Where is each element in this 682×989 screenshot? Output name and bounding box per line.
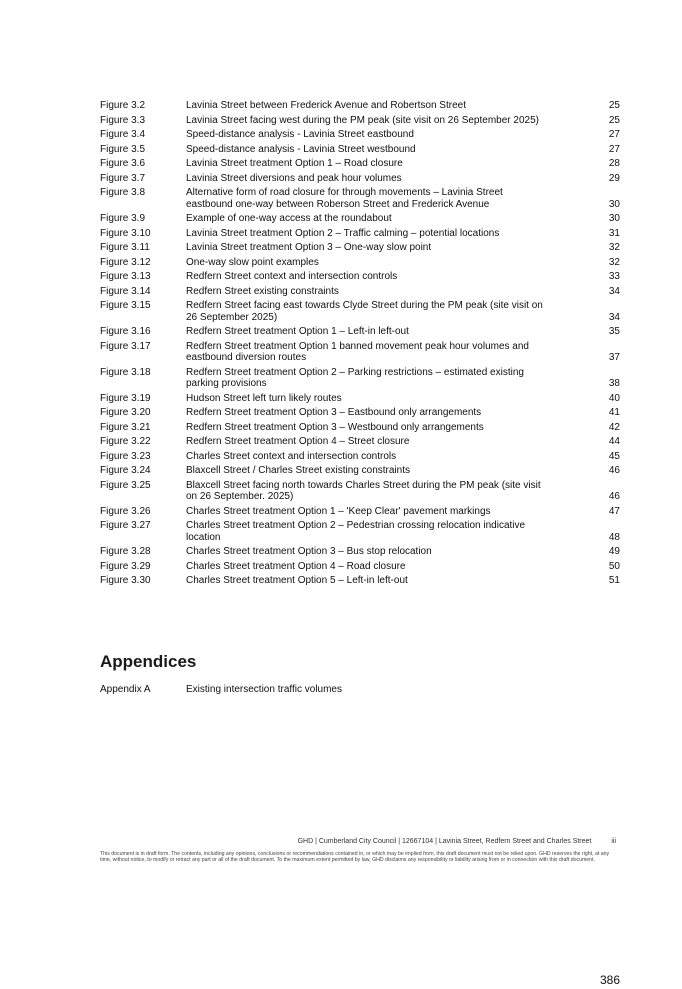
figure-number: Figure 3.17	[100, 340, 151, 352]
figure-title	[186, 187, 602, 210]
figure-entry	[100, 436, 620, 448]
figure-title-line: parking provisions	[186, 378, 267, 389]
figure-title	[186, 436, 602, 448]
figure-page-number: 32	[608, 256, 620, 268]
figure-title	[186, 520, 602, 543]
figure-title-line: Redfern Street treatment Option 3 – Westbound only arrangements	[186, 421, 484, 433]
figure-title-line: Lavinia Street between Frederick Avenue and Robertson Street	[186, 100, 466, 111]
figure-title	[186, 422, 602, 434]
figure-title-line: Charles Street treatment Option 4 – Road closure	[186, 560, 406, 572]
footer-line	[100, 838, 620, 845]
figure-entry	[100, 173, 620, 185]
figure-page-number: 48	[608, 531, 620, 543]
figure-number: Figure 3.5	[100, 143, 146, 155]
figure-entry	[100, 465, 620, 477]
figure-number: Figure 3.9	[100, 213, 146, 224]
figure-entry	[100, 257, 620, 269]
figure-title-line: Redfern Street treatment Option 1 banned movement peak hour volumes and	[186, 340, 529, 352]
figure-number: Figure 3.18	[100, 366, 151, 378]
figure-title	[186, 144, 602, 156]
figure-page-number: 46	[608, 465, 620, 476]
figure-entry	[100, 228, 620, 240]
figure-entry	[100, 158, 620, 170]
figure-title	[186, 561, 602, 573]
figure-entry	[100, 242, 620, 254]
figure-number: Figure 3.8	[100, 187, 146, 198]
figure-title-line: Charles Street treatment Option 3 – Bus stop relocation	[186, 546, 432, 557]
figure-title-line: Lavinia Street facing west during the PM peak (site visit on 26 September 2025)	[186, 114, 539, 126]
draft-disclaimer: This document is in draft form. The contents, including any opinions, conclusions or recommendations contained in, or which may be implied from, this draft document must not be relied upon. GHD reserves the right, at any time, without notice, to modify or retract any part or all of the draft document. To the maximum extent permitted by law, GHD disclaims any responsibility or liability arising from or in connection with this draft document.	[100, 851, 610, 864]
appendix-title: Existing intersection traffic volumes	[186, 684, 342, 695]
figure-title-line: 26 September 2025)	[186, 311, 278, 323]
figure-entry	[100, 520, 620, 543]
figure-number: Figure 3.28	[100, 546, 151, 557]
figure-entry	[100, 546, 620, 558]
figure-title-line: on 26 September. 2025)	[186, 491, 294, 502]
figure-entry	[100, 393, 620, 405]
figure-page-number: 32	[608, 242, 620, 253]
figure-page-number: 37	[608, 352, 620, 363]
figure-number: Figure 3.30	[100, 575, 151, 586]
figure-title	[186, 100, 602, 112]
appendix-list	[100, 684, 620, 696]
figure-title-line: Redfern Street treatment Option 2 – Parking restrictions – estimated existing	[186, 366, 524, 378]
figure-page-number: 46	[608, 491, 620, 502]
figure-title	[186, 575, 602, 587]
figure-entry	[100, 187, 620, 210]
figure-number: Figure 3.13	[100, 271, 151, 282]
figure-title	[186, 326, 602, 338]
figure-title-line: Lavinia Street treatment Option 1 – Road closure	[186, 158, 403, 169]
figure-title-line: eastbound one-way between Roberson Street and Frederick Avenue	[186, 198, 490, 210]
figure-number: Figure 3.26	[100, 505, 151, 517]
figure-number: Figure 3.12	[100, 256, 151, 268]
figure-page-number: 40	[608, 392, 620, 404]
figure-number: Figure 3.23	[100, 450, 151, 462]
figure-title-line: Speed-distance analysis - Lavinia Street westbound	[186, 143, 416, 155]
figure-entry	[100, 115, 620, 127]
figure-title	[186, 465, 602, 477]
figure-entry	[100, 422, 620, 434]
figure-entry	[100, 144, 620, 156]
figure-page-number: 50	[608, 560, 620, 572]
figure-page-number: 28	[608, 158, 620, 169]
figure-page-number: 42	[608, 421, 620, 433]
figure-number: Figure 3.22	[100, 436, 151, 447]
figure-page-number: 25	[608, 114, 620, 126]
figure-page-number: 31	[608, 227, 620, 239]
figure-title-line: Charles Street treatment Option 5 – Left-in left-out	[186, 575, 408, 586]
figure-number: Figure 3.14	[100, 285, 151, 297]
figure-title-line: Charles Street treatment Option 2 – Pedestrian crossing relocation indicative	[186, 520, 526, 531]
figure-title-line: Redfern Street context and intersection controls	[186, 271, 398, 282]
figure-number: Figure 3.16	[100, 326, 151, 337]
figure-entry	[100, 451, 620, 463]
figure-entry	[100, 100, 620, 112]
figure-number: Figure 3.27	[100, 520, 151, 531]
figure-title	[186, 480, 602, 503]
figure-entry	[100, 326, 620, 338]
figure-title	[186, 173, 602, 185]
figure-entry	[100, 300, 620, 323]
figure-title-line: Lavinia Street treatment Option 3 – One-way slow point	[186, 242, 432, 253]
figure-number: Figure 3.4	[100, 129, 146, 140]
figure-entry	[100, 213, 620, 225]
figure-page-number: 34	[608, 285, 620, 297]
figure-title	[186, 242, 602, 254]
figure-number: Figure 3.25	[100, 479, 151, 491]
figure-number: Figure 3.15	[100, 300, 151, 311]
figure-title	[186, 213, 602, 225]
figure-title-line: Alternative form of road closure for through movements – Lavinia Street	[186, 187, 503, 198]
figure-title-line: Redfern Street treatment Option 1 – Left-in left-out	[186, 326, 409, 337]
figure-title-line: Hudson Street left turn likely routes	[186, 392, 342, 404]
figure-title-line: Lavinia Street diversions and peak hour volumes	[186, 172, 402, 184]
figure-page-number: 27	[608, 143, 620, 155]
figure-title	[186, 300, 602, 323]
figure-page-number: 27	[608, 129, 620, 140]
figure-number: Figure 3.2	[100, 100, 146, 111]
figure-title	[186, 341, 602, 364]
pdf-page-number: 386	[600, 973, 621, 987]
figure-page-number: 51	[608, 575, 620, 586]
figure-title-line: Redfern Street treatment Option 4 – Street closure	[186, 436, 410, 447]
figure-title	[186, 393, 602, 405]
figure-title-line: One-way slow point examples	[186, 256, 319, 268]
figure-title-line: Blaxcell Street / Charles Street existing constraints	[186, 465, 410, 476]
figure-page-number: 25	[608, 100, 620, 111]
figure-entry	[100, 271, 620, 283]
figure-entry	[100, 575, 620, 587]
figure-number: Figure 3.20	[100, 407, 151, 418]
figure-title	[186, 506, 602, 518]
figure-title	[186, 271, 602, 283]
figure-page-number: 35	[608, 326, 620, 337]
figure-entry	[100, 561, 620, 573]
figure-number: Figure 3.29	[100, 560, 151, 572]
figure-number: Figure 3.3	[100, 114, 146, 126]
appendices-heading: Appendices	[100, 652, 197, 671]
figure-entry	[100, 367, 620, 390]
page-footer	[100, 838, 620, 881]
figure-title	[186, 115, 602, 127]
figure-number: Figure 3.11	[100, 242, 150, 253]
figure-title-line: Example of one-way access at the roundabout	[186, 213, 392, 224]
figure-page-number: 41	[608, 407, 620, 418]
figure-number: Figure 3.6	[100, 158, 146, 169]
figure-title-line: Charles Street context and intersection controls	[186, 450, 397, 462]
figure-title	[186, 129, 602, 141]
figure-title	[186, 228, 602, 240]
figure-title-line: Redfern Street facing east towards Clyde Street during the PM peak (site visit on	[186, 300, 543, 311]
figure-number: Figure 3.19	[100, 392, 151, 404]
figure-title	[186, 451, 602, 463]
figure-entry	[100, 341, 620, 364]
figure-title	[186, 367, 602, 390]
figure-title-line: eastbound diversion routes	[186, 352, 307, 363]
footer-page-number: iii	[611, 838, 616, 845]
footer-text: GHD | Cumberland City Council | 12667104 | Lavinia Street, Redfern Street and Charles Street	[297, 838, 592, 845]
figure-entry	[100, 480, 620, 503]
figure-entry	[100, 129, 620, 141]
figure-number: Figure 3.21	[100, 421, 151, 433]
figure-entry	[100, 407, 620, 419]
figure-page-number: 47	[608, 505, 620, 517]
figure-title	[186, 546, 602, 558]
figure-title-line: Redfern Street treatment Option 3 – Eastbound only arrangements	[186, 407, 482, 418]
figure-number: Figure 3.10	[100, 227, 151, 239]
figure-number: Figure 3.24	[100, 465, 151, 476]
list-of-figures	[100, 97, 620, 587]
figure-page-number: 29	[608, 172, 620, 184]
figure-page-number: 38	[608, 378, 620, 389]
figure-page-number: 30	[608, 213, 620, 224]
figure-title	[186, 257, 602, 269]
figure-entry	[100, 286, 620, 298]
figure-title-line: Charles Street treatment Option 1 – 'Keep Clear' pavement markings	[186, 505, 491, 517]
figure-title-line: location	[186, 531, 221, 543]
figure-title-line: Lavinia Street treatment Option 2 – Traffic calming – potential locations	[186, 227, 500, 239]
figure-page-number: 45	[608, 450, 620, 462]
figure-title	[186, 407, 602, 419]
figure-page-number: 30	[608, 198, 620, 210]
figure-page-number: 49	[608, 546, 620, 557]
figure-title-line: Redfern Street existing constraints	[186, 285, 339, 297]
appendix-number: Appendix A	[100, 684, 151, 695]
figure-title-line: Speed-distance analysis - Lavinia Street eastbound	[186, 129, 414, 140]
figure-title	[186, 158, 602, 170]
figure-page-number: 44	[608, 436, 620, 447]
appendix-entry	[100, 684, 620, 696]
figure-page-number: 34	[608, 311, 620, 323]
figure-page-number: 33	[608, 271, 620, 282]
figure-title	[186, 286, 602, 298]
figure-title-line: Blaxcell Street facing north towards Charles Street during the PM peak (site visit	[186, 479, 541, 491]
figure-number: Figure 3.7	[100, 172, 146, 184]
figure-entry	[100, 506, 620, 518]
